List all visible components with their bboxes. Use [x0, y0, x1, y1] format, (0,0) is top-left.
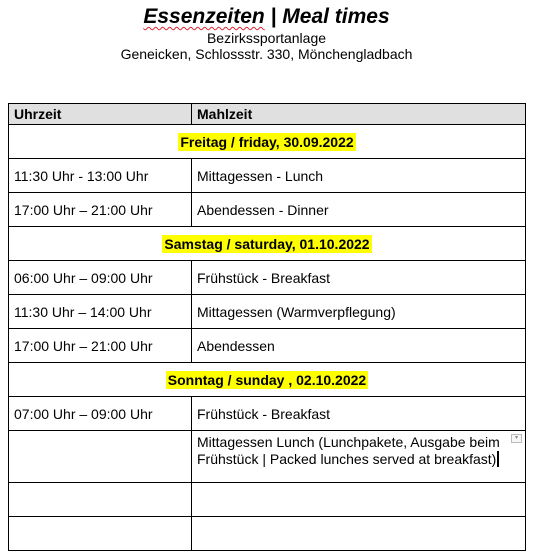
- time-cell[interactable]: [9, 431, 192, 483]
- meal-cell[interactable]: Mittagessen (Warmverpflegung): [192, 295, 526, 329]
- meal-cell[interactable]: Frühstück - Breakfast: [192, 397, 526, 431]
- empty-row: [9, 517, 526, 551]
- day-row-sunday: [9, 363, 526, 397]
- time-cell[interactable]: 06:00 Uhr – 09:00 Uhr: [9, 261, 192, 295]
- meal-cell[interactable]: Abendessen - Dinner: [192, 193, 526, 227]
- table-row: [9, 397, 526, 431]
- meal-cell[interactable]: Mittagessen - Lunch: [192, 159, 526, 193]
- meal-cell[interactable]: Abendessen: [192, 329, 526, 363]
- table-row: [9, 261, 526, 295]
- table-row: [9, 329, 526, 363]
- title-english: Meal times: [282, 5, 390, 28]
- table-header-row: [9, 104, 526, 125]
- time-cell[interactable]: 11:30 Uhr – 14:00 Uhr: [9, 295, 192, 329]
- day-row-saturday: [9, 227, 526, 261]
- page-title: [0, 4, 533, 30]
- meal-cell-text: Mittagessen Lunch (Lunchpakete, Ausgabe beim Frühstück | Packed lunches served at breakfast): [197, 434, 500, 467]
- empty-row: [9, 483, 526, 517]
- document-header: [0, 4, 533, 62]
- title-separator: |: [264, 5, 283, 28]
- table-row: [9, 193, 526, 227]
- time-cell[interactable]: 11:30 Uhr - 13:00 Uhr: [9, 159, 192, 193]
- empty-time-cell[interactable]: [9, 483, 192, 517]
- time-cell[interactable]: 07:00 Uhr – 09:00 Uhr: [9, 397, 192, 431]
- empty-time-cell[interactable]: [9, 517, 192, 551]
- empty-meal-cell[interactable]: [192, 483, 526, 517]
- day-row-friday: [9, 125, 526, 159]
- day-label-friday: Freitag / friday, 30.09.2022: [180, 133, 354, 150]
- day-label-sunday: Sonntag / sunday , 02.10.2022: [167, 371, 367, 388]
- meal-cell[interactable]: Frühstück - Breakfast: [192, 261, 526, 295]
- location-name: Bezirkssportanlage: [206, 30, 327, 46]
- table-row: [9, 295, 526, 329]
- column-header-time[interactable]: Uhrzeit: [9, 104, 192, 125]
- meal-times-table: [8, 103, 526, 551]
- time-cell[interactable]: 17:00 Uhr – 21:00 Uhr: [9, 193, 192, 227]
- text-cursor: [497, 451, 499, 467]
- column-header-meal[interactable]: Mahlzeit: [192, 104, 526, 125]
- empty-meal-cell[interactable]: [192, 517, 526, 551]
- table-row: [9, 159, 526, 193]
- meal-cell-editing[interactable]: [192, 431, 526, 483]
- location-address: Geneicken, Schlossstr. 330, Mönchengladbach: [120, 46, 413, 62]
- time-cell[interactable]: 17:00 Uhr – 21:00 Uhr: [9, 329, 192, 363]
- day-label-saturday: Samstag / saturday, 01.10.2022: [164, 235, 370, 252]
- table-row: [9, 431, 526, 483]
- cell-menu-icon[interactable]: ▾: [511, 434, 522, 443]
- title-german[interactable]: Essenzeiten: [143, 5, 265, 28]
